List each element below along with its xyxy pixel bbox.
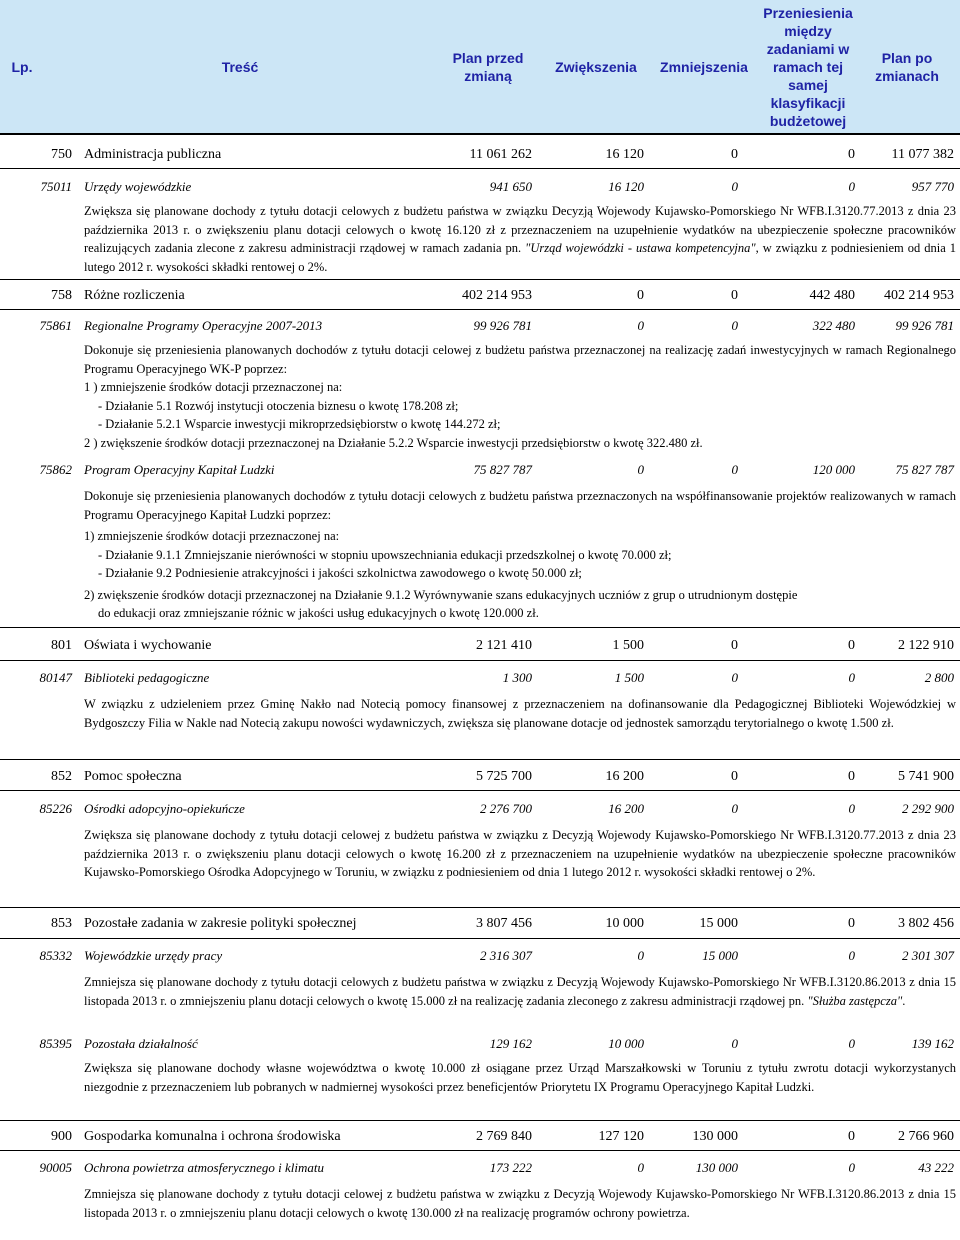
table-row <box>0 668 960 688</box>
row-przeniesienia: 0 <box>848 769 855 784</box>
row-name: Regionalne Programy Operacyjne 2007-2013 <box>84 318 323 333</box>
description-85395 <box>84 1059 956 1096</box>
row-plan-po: 957 770 <box>911 179 954 194</box>
row-plan-po: 5 741 900 <box>898 769 954 784</box>
description-85226 <box>84 826 956 882</box>
description-75861 <box>84 341 956 452</box>
row-przeniesienia: 0 <box>848 1036 855 1051</box>
row-plan-po: 75 827 787 <box>895 462 954 477</box>
description-paragraph: Zmniejsza się planowane dochody z tytułu dotacji celowej z budżetu państwa w związku z Decyzją Wojewody Kujawsko-Pomorskiego Nr WFB.I.3120.86.2013 z dnia 15 listopada 2013 r. o zmniejszeniu planu dotacji celowych o kwotę 130.000 zł na realizację programów ochrony powietrza. <box>84 1187 956 1220</box>
row-name: Biblioteki pedagogiczne <box>84 670 210 685</box>
row-przeniesienia: 0 <box>848 916 855 931</box>
row-plan-przed: 2 769 840 <box>476 1129 532 1144</box>
row-plan-przed: 5 725 700 <box>476 769 532 784</box>
row-plan-po: 3 802 456 <box>898 916 954 931</box>
row-lp: 80147 <box>39 670 72 685</box>
row-divider <box>0 279 960 280</box>
row-zmniejszenia: 0 <box>731 638 738 653</box>
header-plan-przed: Plan przed zmianą <box>452 49 524 84</box>
row-plan-po: 11 077 382 <box>891 147 954 162</box>
row-name: Pozostała działalność <box>84 1036 198 1051</box>
row-plan-przed: 2 121 410 <box>476 638 532 653</box>
row-zmniejszenia: 0 <box>731 462 738 477</box>
row-divider <box>0 309 960 310</box>
row-zmniejszenia: 130 000 <box>692 1129 738 1144</box>
row-plan-po: 99 926 781 <box>895 318 954 333</box>
row-plan-po: 2 122 910 <box>898 638 954 653</box>
description-paragraph: 2) zwiększenie środków dotacji przeznaczonej na Działanie 9.1.2 Wyrównywanie szans edukacyjnych uczniów z grup o utrudnionym dostępie <box>84 587 798 602</box>
table-row <box>0 177 960 197</box>
description-paragraph: do edukacji oraz zmniejszanie różnic w jakości usług edukacyjnych o kwotę 120.000 zł. <box>98 606 539 620</box>
row-plan-przed: 2 316 307 <box>480 948 532 963</box>
row-zwiekszenia: 0 <box>637 318 644 333</box>
description-paragraph: W związku z udzieleniem przez Gminę Nakło nad Notecią pomocy finansowej z przeznaczeniem na dofinansowanie dla Pedagogicznej Biblioteki Wojewódzkiej w Bydgoszczy Filia w Nakle nad Notecią zakupu nowości wydawniczych, zwiększa się planowane dotacje od jednostek samorządu terytorialnego o kwotę 1.500 zł. <box>84 697 956 730</box>
row-divider <box>0 1120 960 1121</box>
row-name: Pozostałe zadania w zakresie polityki społecznej <box>84 916 357 931</box>
row-plan-przed: 941 650 <box>489 179 532 194</box>
row-przeniesienia: 120 000 <box>812 462 855 477</box>
row-zwiekszenia: 1 500 <box>614 670 644 685</box>
row-zwiekszenia: 10 000 <box>605 916 644 931</box>
description-75862 <box>84 487 956 623</box>
row-zwiekszenia: 16 120 <box>608 179 644 194</box>
table-row <box>0 286 960 306</box>
description-75011 <box>84 202 956 276</box>
row-name: Pomoc społeczna <box>84 769 182 784</box>
row-zwiekszenia: 10 000 <box>608 1036 644 1051</box>
row-plan-po: 2 800 <box>924 670 954 685</box>
row-zwiekszenia: 0 <box>637 1160 644 1175</box>
header-divider <box>0 133 960 135</box>
row-plan-przed: 75 827 787 <box>473 462 532 477</box>
description-tail: . <box>902 993 906 1008</box>
description-paragraph: 1 ) zmniejszenie środków dotacji przeznaczonej na: <box>84 380 343 394</box>
row-zmniejszenia: 0 <box>731 147 738 162</box>
row-lp: 75011 <box>40 179 72 194</box>
row-divider <box>0 790 960 791</box>
row-przeniesienia: 0 <box>848 147 855 162</box>
row-zwiekszenia: 16 120 <box>605 147 644 162</box>
row-name: Różne rozliczenia <box>84 288 185 303</box>
row-przeniesienia: 0 <box>848 1160 855 1175</box>
row-divider <box>0 627 960 628</box>
header-zmniejszenia: Zmniejszenia <box>660 58 748 75</box>
row-zmniejszenia: 0 <box>731 318 738 333</box>
description-text: Zmniejsza się planowane dochody z tytułu dotacji celowych z budżetu państwa w związku z Decyzją Wojewody Kujawsko-Pomorskiego Nr WFB.I.3120.86.2013 z dnia 15 listopada 2013 r. o zmniejszeniu planu dotacji celowych o kwotę 15.000 zł na realizację zadania zleconego z zakresu administracji rządowej pn. <box>84 975 956 1008</box>
row-plan-przed: 1 300 <box>502 670 532 685</box>
row-plan-po: 139 162 <box>911 1036 954 1051</box>
row-divider <box>0 1150 960 1151</box>
description-paragraph: Dokonuje się przeniesienia planowanych dochodów z tytułu dotacji celowych z budżetu państwa przeznaczonych na współfinansowanie projektów realizowanych w ramach Programu Operacyjnego Kapitał Ludzki poprzez: <box>84 489 956 522</box>
description-quote: "Służba zastępcza" <box>807 993 903 1008</box>
description-paragraph: 1) zmniejszenie środków dotacji przeznaczonej na: <box>84 529 340 543</box>
row-plan-przed: 99 926 781 <box>473 318 532 333</box>
row-lp: 853 <box>51 916 72 931</box>
table-row <box>0 914 960 934</box>
row-lp: 750 <box>51 147 72 162</box>
row-lp: 85226 <box>39 801 72 816</box>
row-divider <box>0 759 960 760</box>
row-zwiekszenia: 1 500 <box>612 638 644 653</box>
row-name: Ochrona powietrza atmosferycznego i klimatu <box>84 1160 324 1175</box>
row-divider <box>0 168 960 169</box>
description-paragraph: - Działanie 5.2.1 Wsparcie inwestycji mikroprzedsiębiorstw o kwotę 144.272 zł; <box>98 417 501 431</box>
table-row <box>0 1158 960 1178</box>
row-divider <box>0 660 960 661</box>
header-plan-po: Plan po zmianach <box>875 49 939 84</box>
table-header <box>0 0 960 133</box>
row-name: Oświata i wychowanie <box>84 638 212 653</box>
description-paragraph: - Działanie 9.1.1 Zmniejszanie nierówności w stopniu upowszechniania edukacji przedszkolnej o kwotę 70.000 zł; <box>98 547 672 562</box>
row-zmniejszenia: 0 <box>731 288 738 303</box>
row-zmniejszenia: 0 <box>731 801 738 816</box>
table-row <box>0 1034 960 1054</box>
description-text: Zwiększa się planowane dochody z tytułu dotacji celowych z budżetu państwa w związku Decyzją Wojewody Kujawsko-Pomorskiego Nr WFB.I.3120.77.2013 z dnia 23 października 2013 r. o zwiększeniu planu dotacji celowych o kwotę 16.120 zł z przeznaczeniem na uzupełnienie wydatków na ubezpieczenie społeczne pracowników realizujących zadania zlecone z zakresu administracji rządowej w ramach zadania pn. <box>84 204 956 255</box>
description-tail: , w związku z podniesieniem od dnia 1 lutego 2012 r. wysokości składki rentowej o 2%. <box>84 241 956 274</box>
row-plan-przed: 2 276 700 <box>480 801 532 816</box>
row-lp: 90005 <box>39 1160 72 1175</box>
row-lp: 758 <box>51 288 72 303</box>
row-zmniejszenia: 15 000 <box>702 948 738 963</box>
row-przeniesienia: 0 <box>848 670 855 685</box>
row-zwiekszenia: 0 <box>637 948 644 963</box>
row-zmniejszenia: 0 <box>731 769 738 784</box>
description-90005 <box>84 1185 956 1222</box>
row-zmniejszenia: 0 <box>731 670 738 685</box>
row-plan-przed: 173 222 <box>489 1160 532 1175</box>
description-paragraph: - Działanie 9.2 Podniesienie atrakcyjności i jakości szkolnictwa zawodowego o kwotę 50.000 zł; <box>98 566 582 580</box>
table-row <box>0 1127 960 1147</box>
row-zwiekszenia: 0 <box>637 288 644 303</box>
row-przeniesienia: 0 <box>848 638 855 653</box>
row-plan-po: 402 214 953 <box>884 288 954 303</box>
table-row <box>0 636 960 656</box>
header-zwiekszenia: Zwiększenia <box>555 58 637 75</box>
table-row <box>0 767 960 787</box>
row-zwiekszenia: 0 <box>637 462 644 477</box>
row-lp: 85332 <box>39 948 72 963</box>
row-plan-przed: 3 807 456 <box>476 916 532 931</box>
row-plan-po: 43 222 <box>918 1160 954 1175</box>
row-name: Gospodarka komunalna i ochrona środowiska <box>84 1129 341 1144</box>
row-przeniesienia: 0 <box>848 948 855 963</box>
row-name: Urzędy wojewódzkie <box>84 179 192 194</box>
row-przeniesienia: 0 <box>848 1129 855 1144</box>
description-80147 <box>84 695 956 732</box>
row-lp: 900 <box>51 1129 72 1144</box>
row-lp: 75862 <box>39 462 72 477</box>
row-plan-po: 2 766 960 <box>898 1129 954 1144</box>
row-plan-po: 2 301 307 <box>902 948 954 963</box>
row-name: Ośrodki adopcyjno-opiekuńcze <box>84 801 245 816</box>
row-lp: 75861 <box>39 318 72 333</box>
header-lp: Lp. <box>11 58 33 75</box>
row-zmniejszenia: 15 000 <box>699 916 738 931</box>
row-name: Administracja publiczna <box>84 147 222 162</box>
row-divider <box>0 938 960 939</box>
row-plan-przed: 402 214 953 <box>462 288 532 303</box>
row-zmniejszenia: 0 <box>731 1036 738 1051</box>
row-plan-przed: 129 162 <box>489 1036 532 1051</box>
header-przeniesienia: Przeniesienia między zadaniami w ramach tej samej klasyfikacji budżetowej <box>763 4 853 129</box>
description-85332 <box>84 973 956 1010</box>
row-plan-przed: 11 061 262 <box>469 147 532 162</box>
description-paragraph: 2 ) zwiększenie środków dotacji przeznaczonej na Działanie 5.2.2 Wsparcie inwestycji przedsiębiorstw o kwotę 322.480 zł. <box>84 435 703 450</box>
row-przeniesienia: 322 480 <box>812 318 855 333</box>
row-przeniesienia: 0 <box>848 801 855 816</box>
description-paragraph: Dokonuje się przeniesienia planowanych dochodów z tytułu dotacji celowej z budżetu państwa przeznaczonej na realizację zadań inwestycyjnych w ramach Regionalnego Programu Operacyjnego WK-P poprzez: <box>84 343 956 376</box>
description-quote: "Urząd wojewódzki - ustawa kompetencyjna" <box>525 241 756 255</box>
row-zwiekszenia: 127 120 <box>598 1129 644 1144</box>
row-plan-po: 2 292 900 <box>902 801 954 816</box>
row-przeniesienia: 442 480 <box>809 288 855 303</box>
table-row <box>0 145 960 165</box>
row-lp: 852 <box>51 769 72 784</box>
row-name: Wojewódzkie urzędy pracy <box>84 948 223 963</box>
row-zmniejszenia: 0 <box>731 179 738 194</box>
row-name: Program Operacyjny Kapitał Ludzki <box>84 462 275 477</box>
row-lp: 85395 <box>39 1036 72 1051</box>
row-zwiekszenia: 16 200 <box>608 801 644 816</box>
table-row <box>0 460 960 480</box>
row-zwiekszenia: 16 200 <box>605 769 644 784</box>
description-paragraph: Zwiększa się planowane dochody własne województwa o kwotę 10.000 zł osiągane przez Urząd Marszałkowski w Toruniu z tytułu zwrotu dotacji wykorzystanych niezgodnie z przeznaczeniem lub pobranych w nadmiernej wysokości przez beneficjentów Priorytetu IX Programu Operacyjnego Kapitał Ludzki. <box>84 1061 956 1094</box>
table-row <box>0 799 960 819</box>
row-lp: 801 <box>51 638 72 653</box>
description-paragraph: Zwiększa się planowane dochody z tytułu dotacji celowej z budżetu państwa w związku z Decyzją Wojewody Kujawsko-Pomorskiego Nr WFB.I.3120.77.2013 z dnia 23 października 2013 r. o zwiększeniu planu dotacji celowych o kwotę 16.200 zł z przeznaczeniem na uzupełnienie wydatków na ubezpieczenie społeczne pracowników Kujawsko-Pomorskiego Ośrodka Adopcyjnego w Toruniu, w związku z podniesieniem od dnia 1 lutego 2012 r. wysokości składki rentowej o 2%. <box>84 828 956 879</box>
row-zmniejszenia: 130 000 <box>695 1160 738 1175</box>
description-paragraph: - Działanie 5.1 Rozwój instytucji otoczenia biznesu o kwotę 178.208 zł; <box>98 398 459 413</box>
table-row <box>0 316 960 336</box>
header-tresc: Treść <box>221 58 259 75</box>
table-row <box>0 946 960 966</box>
row-divider <box>0 907 960 908</box>
row-przeniesienia: 0 <box>848 179 855 194</box>
